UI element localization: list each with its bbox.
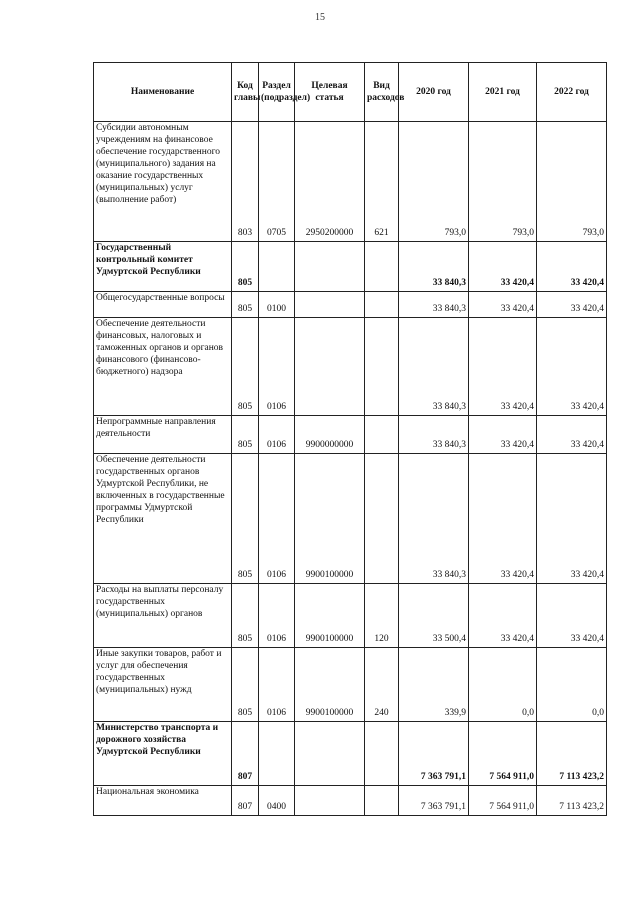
header-2020: 2020 год [399,63,469,122]
table-row [94,584,607,648]
cell-y2022: 33 420,4 [537,454,607,584]
cell-name: Министерство транспорта и дорожного хозяйства Удмуртской Республики [94,722,232,786]
cell-cel: 9900100000 [295,454,365,584]
cell-vid [365,416,399,454]
cell-cel: 9900100000 [295,584,365,648]
cell-y2020: 339,9 [399,648,469,722]
cell-y2022: 33 420,4 [537,416,607,454]
cell-name: Обеспечение деятельности финансовых, налоговых и таможенных органов и органов финансового (финансово-бюджетного) надзора [94,318,232,416]
cell-y2020: 33 840,3 [399,318,469,416]
cell-vid: 240 [365,648,399,722]
cell-kod: 805 [232,292,259,318]
page-number: 15 [315,12,325,23]
cell-y2020: 7 363 791,1 [399,722,469,786]
cell-vid: 120 [365,584,399,648]
cell-y2022: 33 420,4 [537,242,607,292]
cell-y2022: 793,0 [537,122,607,242]
cell-name: Субсидии автономным учреждениям на финансовое обеспечение государственного (муниципального) задания на оказание государственных (муниципальных) услуг (выполнение работ) [94,122,232,242]
header-2022: 2022 год [537,63,607,122]
table-row [94,454,607,584]
cell-vid [365,292,399,318]
cell-razdel: 0106 [259,648,295,722]
cell-razdel: 0705 [259,122,295,242]
table-row [94,786,607,816]
header-vid: Вид расходов [365,63,399,122]
header-2021: 2021 год [469,63,537,122]
cell-kod: 803 [232,122,259,242]
cell-y2021: 33 420,4 [469,242,537,292]
cell-y2022: 33 420,4 [537,318,607,416]
cell-kod: 805 [232,242,259,292]
cell-cel [295,242,365,292]
cell-kod: 805 [232,454,259,584]
header-name: Наименование [94,63,232,122]
cell-razdel: 0106 [259,416,295,454]
table-row [94,122,607,242]
cell-name: Государственный контрольный комитет Удмуртской Республики [94,242,232,292]
budget-table [93,62,607,816]
cell-y2022: 7 113 423,2 [537,786,607,816]
cell-razdel: 0106 [259,584,295,648]
cell-y2021: 7 564 911,0 [469,722,537,786]
cell-vid [365,722,399,786]
cell-y2022: 33 420,4 [537,292,607,318]
cell-vid [365,242,399,292]
cell-razdel [259,242,295,292]
cell-vid: 621 [365,122,399,242]
cell-kod: 805 [232,648,259,722]
cell-kod: 805 [232,416,259,454]
table-row [94,416,607,454]
cell-y2020: 33 840,3 [399,454,469,584]
header-razdel: Раздел (подраздел) [259,63,295,122]
cell-vid [365,454,399,584]
cell-cel: 9900100000 [295,648,365,722]
cell-y2021: 33 420,4 [469,454,537,584]
cell-razdel [259,722,295,786]
header-kod: Код главы [232,63,259,122]
cell-y2022: 0,0 [537,648,607,722]
table-header-row [94,63,607,122]
table-row [94,318,607,416]
cell-y2021: 7 564 911,0 [469,786,537,816]
header-cel: Целевая статья [295,63,365,122]
cell-razdel: 0400 [259,786,295,816]
cell-y2020: 33 500,4 [399,584,469,648]
cell-kod: 807 [232,786,259,816]
cell-razdel: 0106 [259,318,295,416]
cell-name: Расходы на выплаты персоналу государственных (муниципальных) органов [94,584,232,648]
cell-kod: 805 [232,584,259,648]
cell-y2021: 33 420,4 [469,292,537,318]
cell-vid [365,318,399,416]
cell-y2020: 7 363 791,1 [399,786,469,816]
cell-kod: 807 [232,722,259,786]
cell-cel [295,722,365,786]
cell-razdel: 0106 [259,454,295,584]
cell-vid [365,786,399,816]
cell-name: Общегосударственные вопросы [94,292,232,318]
cell-name: Иные закупки товаров, работ и услуг для обеспечения государственных (муниципальных) нужд [94,648,232,722]
cell-cel [295,292,365,318]
cell-name: Национальная экономика [94,786,232,816]
cell-y2022: 7 113 423,2 [537,722,607,786]
cell-y2020: 33 840,3 [399,416,469,454]
table-row [94,292,607,318]
cell-y2021: 793,0 [469,122,537,242]
cell-y2021: 33 420,4 [469,416,537,454]
cell-razdel: 0100 [259,292,295,318]
cell-name: Обеспечение деятельности государственных органов Удмуртской Республики, не включенных в государственные программы Удмуртской Республики [94,454,232,584]
cell-cel [295,318,365,416]
table-row [94,722,607,786]
cell-name: Непрограммные направления деятельности [94,416,232,454]
cell-kod: 805 [232,318,259,416]
cell-y2021: 33 420,4 [469,318,537,416]
cell-y2020: 33 840,3 [399,292,469,318]
cell-y2021: 33 420,4 [469,584,537,648]
table-row [94,648,607,722]
cell-y2020: 33 840,3 [399,242,469,292]
cell-cel: 9900000000 [295,416,365,454]
table-row [94,242,607,292]
cell-y2020: 793,0 [399,122,469,242]
cell-cel: 2950200000 [295,122,365,242]
cell-y2022: 33 420,4 [537,584,607,648]
cell-cel [295,786,365,816]
cell-y2021: 0,0 [469,648,537,722]
